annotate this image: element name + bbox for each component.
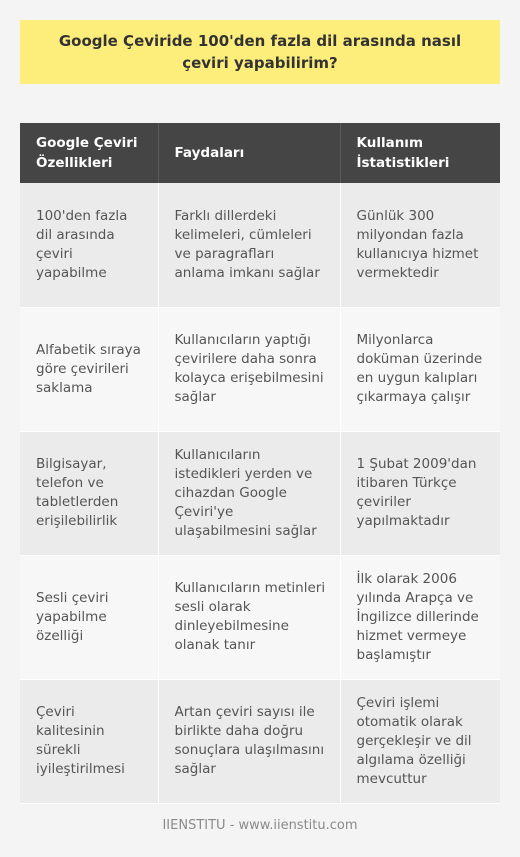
table-cell: Kullanıcıların yaptığı çevirilere daha sonra kolayca erişebilmesini sağlar (158, 307, 340, 431)
header-features: Google Çeviri Özellikleri (20, 123, 158, 183)
table-cell: 100'den fazla dil arasında çeviri yapabilme (20, 183, 158, 307)
table-row (20, 431, 500, 555)
page-title: Google Çeviride 100'den fazla dil arasında nasıl çeviri yapabilirim? (58, 32, 462, 72)
table-cell: Milyonlarca doküman üzerinde en uygun kalıpları çıkarmaya çalışır (340, 307, 500, 431)
table-row (20, 555, 500, 679)
header-statistics: Kullanım İstatistikleri (340, 123, 500, 183)
table-cell: Çeviri kalitesinin sürekli iyileştirilmesi (20, 679, 158, 803)
table-cell: Artan çeviri sayısı ile birlikte daha doğru sonuçlara ulaşılmasını sağlar (158, 679, 340, 803)
table-cell: Farklı dillerdeki kelimeleri, cümleleri ve paragrafları anlama imkanı sağlar (158, 183, 340, 307)
table-row (20, 679, 500, 803)
features-table (20, 123, 500, 804)
table-row (20, 183, 500, 307)
title-banner (20, 20, 500, 84)
table-cell: Alfabetik sıraya göre çevirileri saklama (20, 307, 158, 431)
table-cell: Çeviri işlemi otomatik olarak gerçekleşir ve dil algılama özelliği mevcuttur (340, 679, 500, 803)
table-cell: 1 Şubat 2009'dan itibaren Türkçe çeviriler yapılmaktadır (340, 431, 500, 555)
table-cell: İlk olarak 2006 yılında Arapça ve İngilizce dillerinde hizmet vermeye başlamıştır (340, 555, 500, 679)
footer-credit: IIENSTITU - www.iienstitu.com (162, 818, 358, 833)
table-header-row (20, 123, 500, 183)
table-cell: Bilgisayar, telefon ve tabletlerden erişilebilirlik (20, 431, 158, 555)
header-benefits: Faydaları (158, 123, 340, 183)
table-cell: Günlük 300 milyondan fazla kullanıcıya hizmet vermektedir (340, 183, 500, 307)
table-cell: Kullanıcıların istedikleri yerden ve cihazdan Google Çeviri'ye ulaşabilmesini sağlar (158, 431, 340, 555)
table-cell: Sesli çeviri yapabilme özelliği (20, 555, 158, 679)
table-row (20, 307, 500, 431)
table-cell: Kullanıcıların metinleri sesli olarak dinleyebilmesine olanak tanır (158, 555, 340, 679)
